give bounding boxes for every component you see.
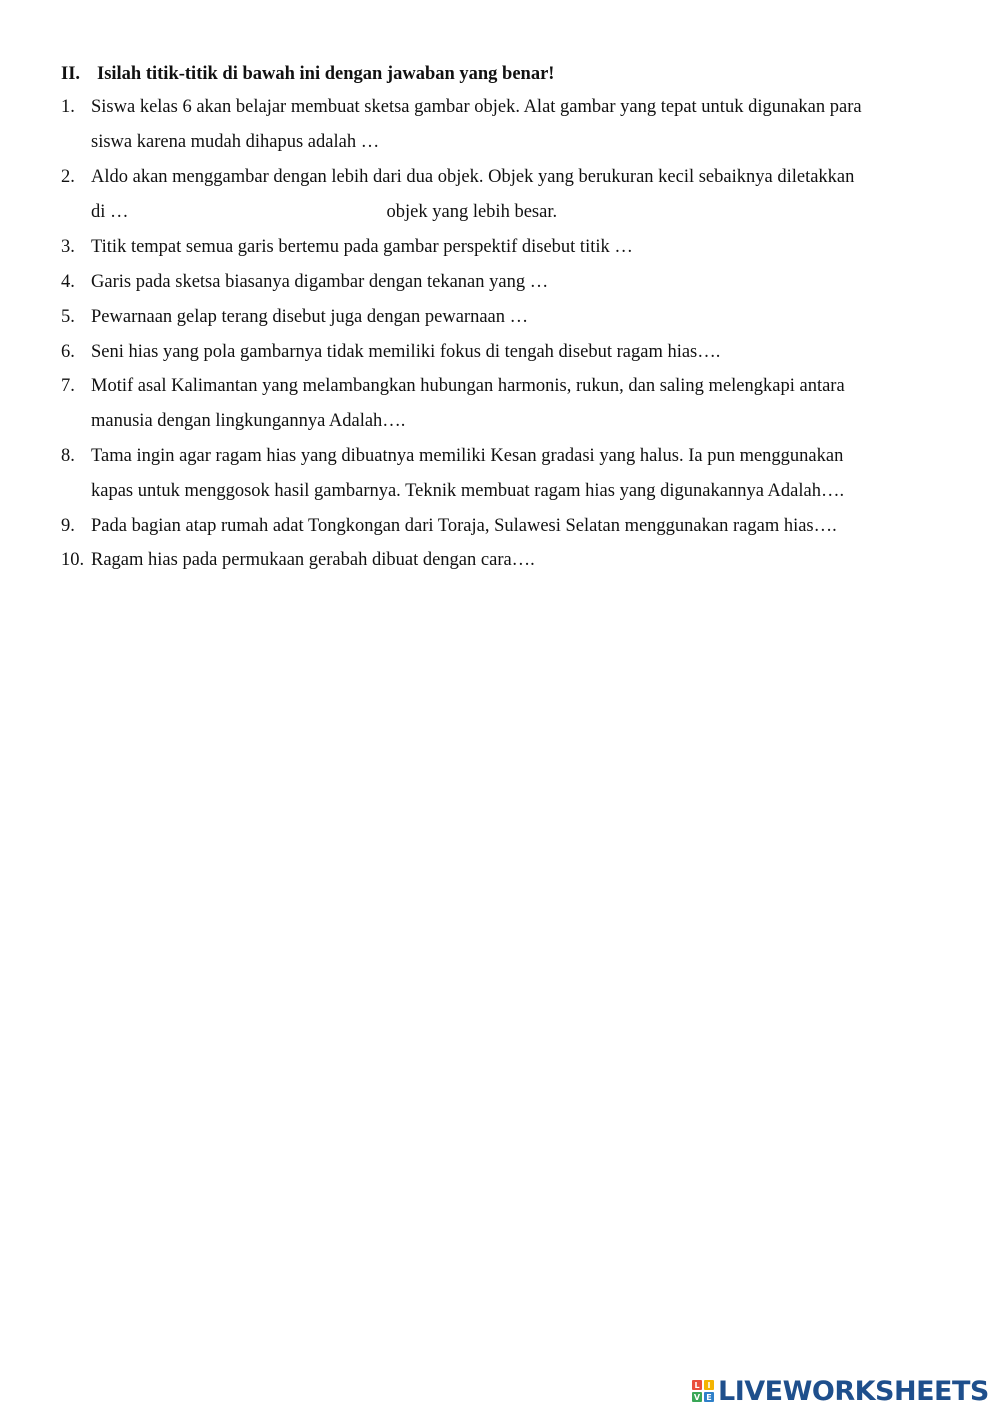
question-10: [61, 543, 941, 578]
question-text-line: Tama ingin agar ragam hias yang dibuatnya memiliki Kesan gradasi yang halus. Ia pun menggunakan: [91, 446, 844, 466]
question-text-line: Motif asal Kalimantan yang melambangkan hubungan harmonis, rukun, dan saling melengkapi antara: [91, 376, 845, 396]
section-heading: [61, 62, 554, 86]
question-number: 9.: [61, 516, 75, 536]
logo-tile: I: [704, 1380, 714, 1390]
liveworksheets-logo: [692, 1374, 989, 1408]
question-number: 10.: [61, 550, 85, 570]
question-number: 5.: [61, 307, 75, 327]
question-text-line: Pewarnaan gelap terang disebut juga dengan pewarnaan …: [91, 307, 529, 327]
logo-tile: L: [692, 1380, 702, 1390]
question-number: 7.: [61, 376, 75, 396]
question-5: [61, 300, 941, 335]
question-text-line: Titik tempat semua garis bertemu pada gambar perspektif disebut titik …: [91, 237, 633, 257]
question-number: 2.: [61, 167, 75, 187]
section-title: Isilah titik-titik di bawah ini dengan jawaban yang benar!: [97, 64, 555, 84]
question-text-line: Ragam hias pada permukaan gerabah dibuat dengan cara….: [91, 550, 535, 570]
question-text-line-with-blank: [91, 195, 941, 230]
question-number: 1.: [61, 97, 75, 117]
logo-tile: V: [693, 1392, 701, 1402]
question-text-segment: objek yang lebih besar.: [386, 202, 558, 222]
question-9: [61, 509, 941, 544]
question-text-line: Aldo akan menggambar dengan lebih dari dua objek. Objek yang berukuran kecil sebaiknya diletakkan: [91, 167, 855, 187]
question-text-line: Seni hias yang pola gambarnya tidak memiliki fokus di tengah disebut ragam hias….: [91, 342, 721, 362]
question-8: [61, 439, 941, 509]
question-text-line: kapas untuk menggosok hasil gambarnya. Teknik membuat ragam hias yang digunakannya Adalah….: [91, 481, 845, 501]
question-text-line: Siswa kelas 6 akan belajar membuat sketsa gambar objek. Alat gambar yang tepat untuk digunakan para: [91, 97, 862, 117]
brand-name: LIVEWORKSHEETS: [718, 1375, 989, 1407]
question-6: [61, 335, 941, 370]
question-number: 4.: [61, 272, 75, 292]
question-3: [61, 230, 941, 265]
question-number: 8.: [61, 446, 75, 466]
question-4: [61, 265, 941, 300]
question-7: [61, 369, 941, 439]
question-text-line: Pada bagian atap rumah adat Tongkongan dari Toraja, Sulawesi Selatan menggunakan ragam hias….: [91, 516, 837, 536]
logo-grid-icon: [692, 1380, 714, 1402]
question-text-line: siswa karena mudah dihapus adalah …: [91, 132, 380, 152]
question-number: 6.: [61, 342, 75, 362]
question-text-segment: di …: [91, 202, 129, 222]
logo-tile: E: [704, 1392, 714, 1402]
section-number: II.: [61, 64, 81, 84]
question-number: 3.: [61, 237, 75, 257]
question-1: [61, 90, 941, 160]
question-2: [61, 160, 941, 230]
question-text-line: Garis pada sketsa biasanya digambar dengan tekanan yang …: [91, 272, 549, 292]
question-text-line: manusia dengan lingkungannya Adalah….: [91, 411, 406, 431]
